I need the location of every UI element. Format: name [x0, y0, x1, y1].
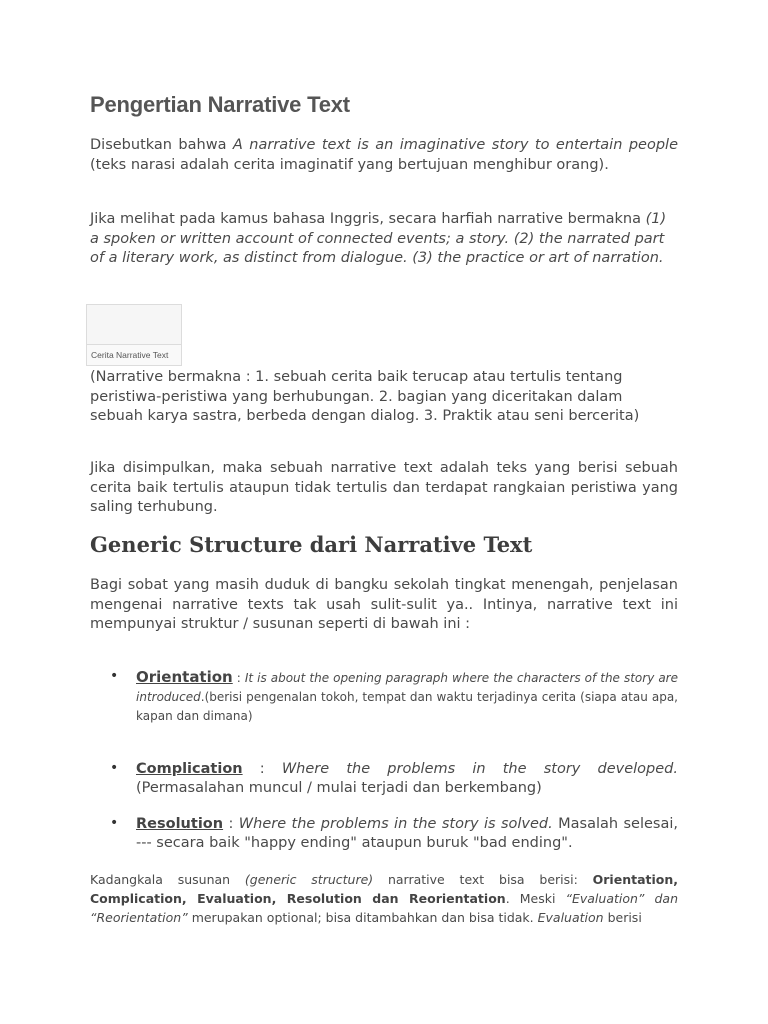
image-placeholder[interactable]: [86, 304, 182, 366]
bullet-icon: •: [110, 815, 119, 831]
p1-rest: (teks narasi adalah cerita imaginatif yang bertujuan menghibur orang).: [90, 156, 609, 173]
term-orientation: Orientation: [136, 668, 233, 686]
term-complication: Complication: [136, 761, 243, 777]
p2-lead: Jika melihat pada kamus bahasa Inggris, secara harfiah narrative bermakna: [90, 211, 646, 227]
p2-italic: (1) a spoken or written account of connected events; a story. (2) the narrated part of a literary work, as distinct from dialogue. (3) the practice or art of narration.: [90, 211, 667, 266]
document-page: Pengertian Narrative Text Disebutkan bahwa A narrative text is an imaginative story to entertain people (teks narasi adalah cerita imaginatif yang bertujuan menghibur orang). Jika melihat pada kamus bahasa Inggris, secara harfiah narrative bermakna (1) a spoken or written account of connected events; a story. (2) the narrated part of a literary work, as distinct from dialogue. (3) the practice or art of narration. (Narrative bermakna : 1. sebuah cerita baik terucap atau tertulis tentang peristiwa-peristiwa yang berhubungan. 2. bagian yang diceritakan dalam sebuah karya sastra, berbeda dengan dialog. 3. Praktik atau seni bercerita) Jika disimpulkan, maka sebuah narrative text adalah teks yang berisi sebuah cerita baik tertulis ataupun tidak tertulis dan terdapat rangkaian peristiwa yang saling terhubung. Generic Structure dari Narrative Text Bagi sobat yang masih duduk di bangku sekolah tingkat menengah, penjelasan mengenai narrative texts tak usah sulit-sulit ya.. Intinya, narrative text ini mempunyai struktur / susunan seperti di bawah ini : Cerita Narrative Text • Orientation : It is about the opening paragraph where the characters of the story are introduced.(berisi pengenalan tokoh, tempat dan waktu terjadinya cerita (siapa atau apa, kapan dan dimana) • Complication : Where the problems in the story developed. (Permasalahan muncul / mulai terjadi dan berkembang) • Resolution : Where the problems in the story is solved. Masalah selesai, --- secara baik "happy ending" ataupun buruk "bad ending". Kadangkala susunan (generic structure) narrative text bisa berisi: Orientation, Complication, Evaluation, Resolution dan Reorientation. Meski “Evaluation” dan “Reorientation” merupakan optional; bisa ditambahkan dan bisa tidak. Evaluation berisi: [0, 0, 768, 1024]
bullet-icon: •: [110, 668, 119, 684]
term-resolution: Resolution: [136, 816, 224, 832]
page-title: Pengertian Narrative Text: [90, 92, 350, 117]
image-caption: Cerita Narrative Text: [87, 344, 181, 365]
paragraph-conclusion: Jika disimpulkan, maka sebuah narrative text adalah teks yang berisi sebuah cerita baik tertulis ataupun tidak tertulis dan terdapat rangkaian peristiwa yang saling terhubung.: [90, 460, 678, 515]
paragraph-optional-structure: Kadangkala susunan (generic structure) narrative text bisa berisi: Orientation, Complication, Evaluation, Resolution dan Reorientation. Meski “Evaluation” dan “Reorientation” merupakan optional; bisa ditambahkan dan bisa tidak. Evaluation berisi: [90, 872, 678, 925]
bullet-icon: •: [110, 760, 119, 776]
p1-italic: A narrative text is an imaginative story to entertain people: [232, 137, 678, 153]
paragraph-translation: (Narrative bermakna : 1. sebuah cerita baik terucap atau tertulis tentang peristiwa-peristiwa yang berhubungan. 2. bagian yang diceritakan dalam sebuah karya sastra, berbeda dengan dialog. 3. Praktik atau seni bercerita): [90, 369, 640, 424]
paragraph-dictionary: [90, 210, 678, 269]
section-heading-generic-structure: Generic Structure dari Narrative Text: [90, 532, 533, 557]
p1-lead: Disebutkan bahwa: [90, 137, 233, 153]
paragraph-intro-structure: Bagi sobat yang masih duduk di bangku sekolah tingkat menengah, penjelasan mengenai narrative texts tak usah sulit-sulit ya.. Intinya, narrative text ini mempunyai struktur / susunan seperti di bawah ini :: [90, 577, 678, 632]
paragraph-definition: [90, 136, 678, 175]
